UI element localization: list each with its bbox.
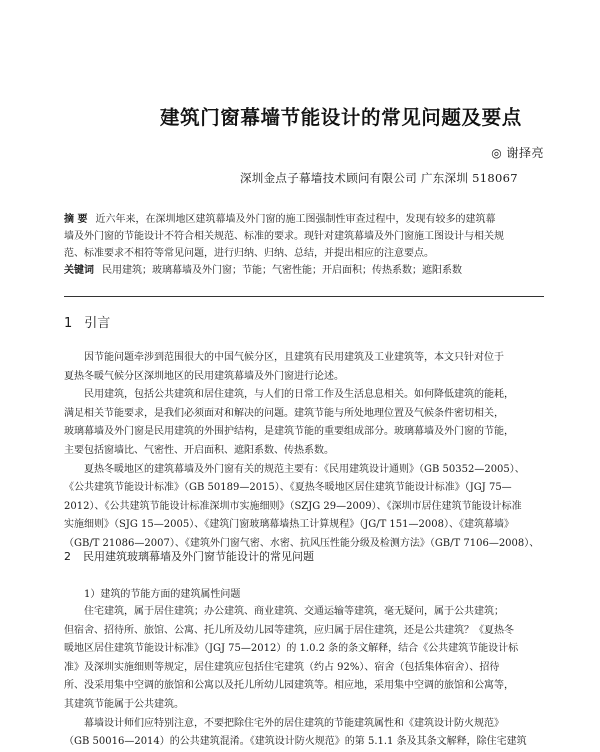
- body-line: 夏热冬暖气候分区深圳地区的民用建筑幕墙及外门窗进行论述。: [64, 370, 344, 382]
- body-line: （GB/T 21086—2007）、《建筑外门窗气密、水密、抗风压性能分级及检测方法》（GB/T 7106—2008）、: [64, 537, 540, 549]
- section-2-number: 2: [64, 550, 71, 563]
- body-line: 民用建筑，包括公共建筑和居住建筑，与人们的日常工作及生活息息相关。如何降低建筑的能耗，: [84, 389, 514, 401]
- body-line: 玻璃幕墙及外门窗是民用建筑的外围护结构，是建筑节能的重要组成部分。玻璃幕墙及外门窗的节能，: [64, 426, 514, 438]
- section-1-body: [64, 349, 546, 554]
- body-line: 其建筑节能属于公共建筑。: [64, 698, 184, 710]
- body-line: 主要包括窗墙比、气密性、开启面积、遮阳系数、传热系数。: [64, 444, 334, 456]
- abstract-block: [64, 211, 546, 279]
- abstract-line: 墙及外门窗的节能设计不符合相关规范、标准的要求。现针对建筑幕墙及外门窗施工图设计与相关规: [64, 231, 504, 242]
- body-line: 幕墙设计师们应特别注意，不要把除住宅外的居住建筑的节能建筑属性和《建筑设计防火规范》: [84, 717, 504, 729]
- author-affiliation: 深圳金点子幕墙技术顾问有限公司 广东深圳 518067: [240, 171, 518, 185]
- body-line: 但宿舍、招待所、旅馆、公寓、托儿所及幼儿园等建筑，应归属于居住建筑，还是公共建筑？《夏热冬: [64, 624, 514, 636]
- abstract-label: 摘 要: [64, 214, 88, 225]
- body-line: 2012）、《公共建筑节能设计标准深圳市实施细则》（SZJG 29—2009）、《深圳市居住建筑节能设计标准: [64, 500, 522, 512]
- body-line: （GB 50016—2014）的公共建筑混淆。《建筑设计防火规范》的第 5.1.1 条及其条文解释，除住宅建筑: [64, 736, 527, 748]
- body-line: 住宅建筑，属于居住建筑；办公建筑、商业建筑、交通运输等建筑，毫无疑问，属于公共建筑；: [84, 606, 504, 617]
- body-line: 《公共建筑节能设计标准》（GB 50189—2015）、《夏热冬暖地区居住建筑节能设计标准》（JGJ 75—: [64, 482, 512, 494]
- body-line: 满足相关节能要求，是我们必须面对和解决的问题。建筑节能与所处地理位置及气候条件密切相关，: [64, 407, 504, 419]
- keywords-text: 民用建筑；玻璃幕墙及外门窗；节能；气密性能；开启面积；传热系数；遮阳系数: [102, 265, 462, 276]
- author-name: ◎ 谢择亮: [491, 146, 544, 160]
- body-line: 夏热冬暖地区的建筑幕墙及外门窗有关的规范主要有：《民用建筑设计通则》（GB 50352—2005）、: [84, 463, 525, 475]
- section-2-body: [64, 603, 546, 752]
- body-line: 实施细则》（SJG 15—2005）、《建筑门窗玻璃幕墙热工计算规程》（JG/T 151—2008）、《建筑幕墙》: [64, 519, 514, 531]
- abstract-line: 近六年来，在深圳地区建筑幕墙及外门窗的施工图强制性审查过程中，发现有较多的建筑幕: [95, 214, 496, 225]
- body-line: 所、没采用集中空调的旅馆和公寓以及托儿所幼儿园建筑等。相应地，采用集中空调的旅馆和公寓等，: [64, 680, 514, 692]
- body-line: 暖地区居住建筑节能设计标准》（JGJ 75—2012）的 1.0.2 条的条文解释，结合《公共建筑节能设计标: [64, 643, 519, 655]
- section-1-number: 1: [64, 316, 73, 331]
- section-1-heading: [64, 312, 110, 331]
- keywords-label: 关键词: [64, 265, 94, 276]
- section-1-title: 引言: [84, 316, 111, 331]
- subsection-heading: 1）建筑的节能方面的建筑属性问题: [84, 589, 241, 600]
- section-2-heading: [64, 548, 314, 564]
- section-2-title: 民用建筑玻璃幕墙及外门窗节能设计的常见问题: [83, 550, 314, 563]
- paper-title: 建筑门窗幕墙节能设计的常见问题及要点: [160, 106, 522, 129]
- section-divider: [64, 296, 544, 297]
- abstract-line: 范、标准要求不相符等常见问题，进行归纳、归纳、总结，并提出相应的注意要点。: [64, 248, 434, 259]
- body-line: 因节能问题牵涉到范围很大的中国气候分区，且建筑有民用建筑及工业建筑等，本文只针对位于: [84, 352, 504, 363]
- body-line: 准》及深圳实施细则等规定，居住建筑应包括住宅建筑（约占 92%）、宿舍（包括集体宿舍）、招待: [64, 661, 500, 673]
